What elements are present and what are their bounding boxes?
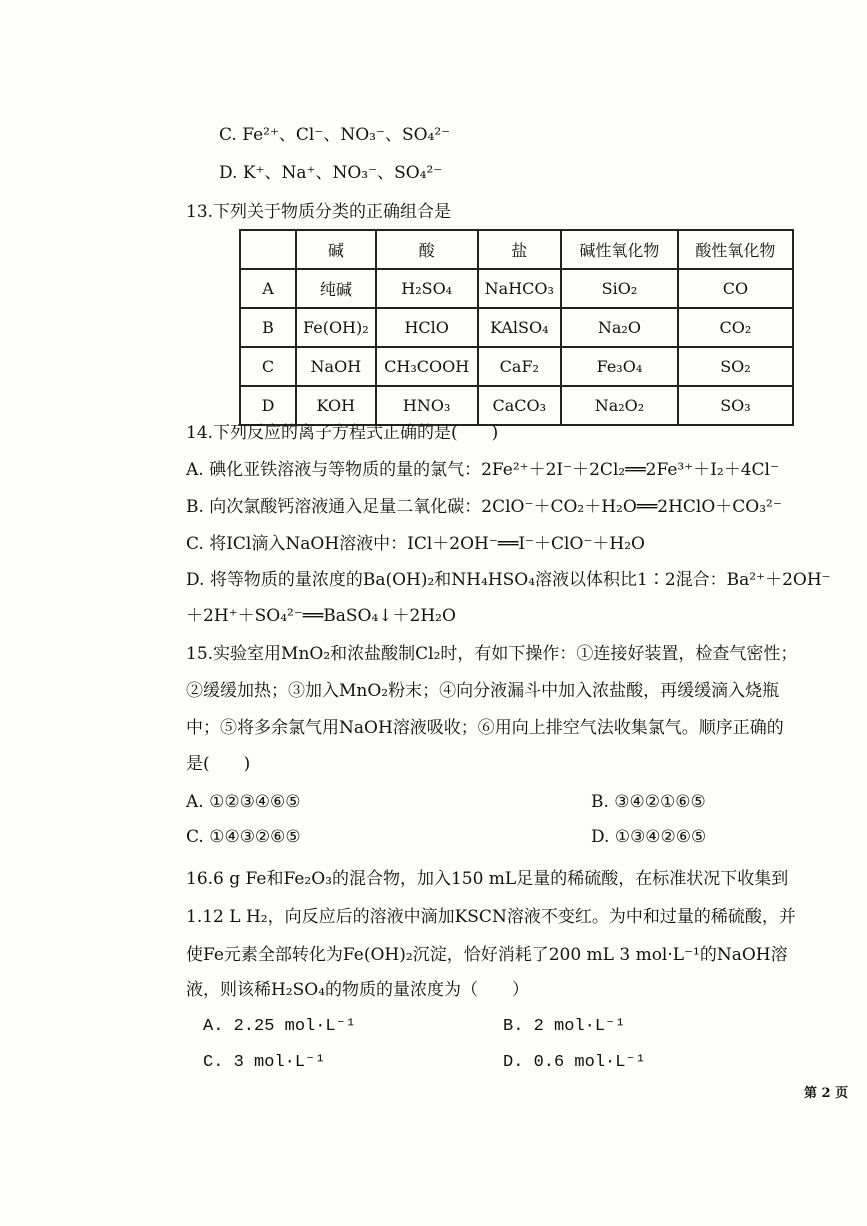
q12-option-c: C. Fe²⁺、Cl⁻、NO₃⁻、SO₄²⁻ [219,125,451,145]
table-cell: A [240,269,296,308]
q15-option-a: A. ①②③④⑥⑤ [186,792,301,812]
q16-stem-line1: 16.6 g Fe和Fe₂O₃的混合物，加入150 mL足量的稀硫酸，在标准状况下收集到 [186,869,789,889]
header-cell: 碱性氧化物 [561,230,678,269]
q15-option-b: B. ③④②①⑥⑤ [591,792,706,812]
header-cell: 盐 [478,230,561,269]
q15-stem-line2: ②缓缓加热；③加入MnO₂粉末；④向分液漏斗中加入浓盐酸，再缓缓滴入烧瓶 [186,681,780,701]
table-row [240,386,793,425]
table-row [240,308,793,347]
table-cell: NaOH [296,347,376,386]
table-cell: H₂SO₄ [376,269,478,308]
table-cell: D [240,386,296,425]
table-cell: KAlSO₄ [478,308,561,347]
header-cell [240,230,296,269]
table-row [240,269,793,308]
q14-option-d-line2: ＋2H⁺＋SO₄²⁻══BaSO₄↓＋2H₂O [186,606,456,626]
page-number: 第 2 页 [804,1086,849,1101]
header-cell: 酸性氧化物 [678,230,793,269]
table-cell: CaCO₃ [478,386,561,425]
table-cell: 纯碱 [296,269,376,308]
table-cell: CaF₂ [478,347,561,386]
q16-stem-line3: 使Fe元素全部转化为Fe(OH)₂沉淀，恰好消耗了200 mL 3 mol·L⁻¹的NaOH溶 [186,945,788,965]
table-cell: SO₂ [678,347,793,386]
q14-option-a: A. 碘化亚铁溶液与等物质的量的氯气：2Fe²⁺＋2I⁻＋2Cl₂══2Fe³⁺＋I₂＋4Cl⁻ [186,460,779,480]
header-cell: 酸 [376,230,478,269]
table-cell: Na₂O₂ [561,386,678,425]
table-cell: HNO₃ [376,386,478,425]
table-cell: SO₃ [678,386,793,425]
q14-stem: 14.下列反应的离子方程式正确的是( ) [186,423,499,443]
q16-option-b: B. 2 mol·L⁻¹ [503,1017,626,1036]
table-row [240,347,793,386]
table-cell: Na₂O [561,308,678,347]
table-cell: SiO₂ [561,269,678,308]
table-cell: Fe(OH)₂ [296,308,376,347]
table-header-row [240,230,793,269]
q16-option-c: C. 3 mol·L⁻¹ [203,1053,326,1072]
q15-option-c: C. ①④③②⑥⑤ [186,827,301,847]
q14-option-b: B. 向次氯酸钙溶液通入足量二氧化碳：2ClO⁻＋CO₂＋H₂O══2HClO＋CO₃²⁻ [186,497,782,517]
q15-stem-line3: 中；⑤将多余氯气用NaOH溶液吸收；⑥用向上排空气法收集氯气。顺序正确的 [186,718,784,738]
q13-stem: 13.下列关于物质分类的正确组合是 [186,202,452,222]
table-cell: C [240,347,296,386]
q16-stem-line2: 1.12 L H₂，向反应后的溶液中滴加KSCN溶液不变红。为中和过量的稀硫酸，并 [186,907,796,927]
q16-option-a: A. 2.25 mol·L⁻¹ [203,1017,357,1036]
q16-option-d: D. 0.6 mol·L⁻¹ [503,1053,646,1072]
q12-option-d: D. K⁺、Na⁺、NO₃⁻、SO₄²⁻ [219,163,443,183]
q15-option-d: D. ①③④②⑥⑤ [591,827,707,847]
table-cell: HClO [376,308,478,347]
table-cell: B [240,308,296,347]
classification-table [239,229,794,426]
table-cell: CO [678,269,793,308]
table-cell: CO₂ [678,308,793,347]
q15-stem-line1: 15.实验室用MnO₂和浓盐酸制Cl₂时，有如下操作：①连接好装置，检查气密性； [186,644,798,664]
table-cell: NaHCO₃ [478,269,561,308]
q14-option-c: C. 将ICl滴入NaOH溶液中：ICl＋2OH⁻══I⁻＋ClO⁻＋H₂O [186,534,645,554]
table-cell: CH₃COOH [376,347,478,386]
q15-stem-line4: 是( ) [186,754,251,774]
table-cell: Fe₃O₄ [561,347,678,386]
table-cell: KOH [296,386,376,425]
q16-stem-line4: 液，则该稀H₂SO₄的物质的量浓度为（ ） [186,980,530,1000]
q14-option-d-line1: D. 将等物质的量浓度的Ba(OH)₂和NH₄HSO₄溶液以体积比1∶2混合：Ba²⁺＋2OH⁻ [186,570,831,590]
header-cell: 碱 [296,230,376,269]
